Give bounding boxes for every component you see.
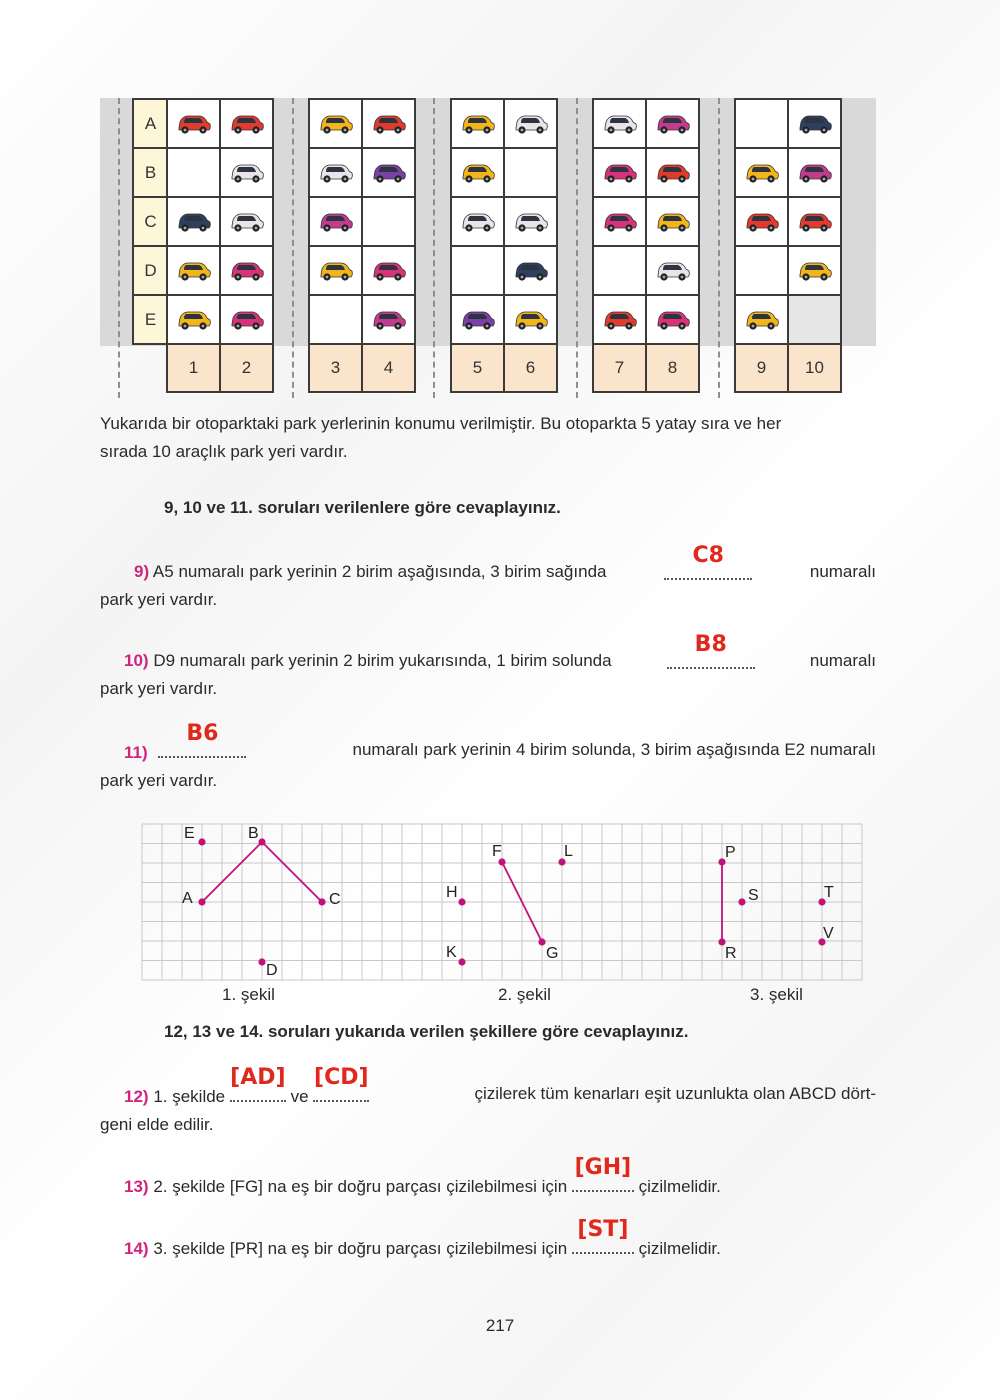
point-a	[198, 898, 205, 905]
row-labels	[132, 98, 169, 345]
car-icon	[735, 197, 788, 246]
answer-blank[interactable]	[158, 721, 246, 758]
question-text: park yeri vardır.	[100, 590, 218, 609]
label-s: S	[748, 887, 759, 904]
question-number: 13)	[124, 1177, 149, 1196]
answer-text: [CD]	[314, 1065, 369, 1090]
question-text: 2. şekilde [FG] na eş bir doğru parçası çizilebilmesi için	[153, 1177, 568, 1196]
point-g	[538, 938, 545, 945]
parking-block-9-10	[734, 98, 842, 394]
answer-text: B6	[186, 721, 219, 746]
caption-figure-3: 3. şekil	[750, 985, 803, 1004]
row-label-b: B	[133, 148, 168, 197]
car-icon	[593, 99, 646, 148]
answer-blank[interactable]	[313, 1065, 369, 1102]
grid-figures	[140, 822, 864, 984]
intro-line-2: sırada 10 araçlık park yeri vardır.	[100, 442, 348, 461]
label-v: V	[823, 925, 834, 942]
car-icon	[362, 246, 415, 295]
car-icon	[309, 148, 362, 197]
column-label: 9	[735, 344, 788, 392]
point-c	[318, 898, 325, 905]
car-icon	[735, 148, 788, 197]
question-text: çizilmelidir.	[638, 1239, 721, 1258]
column-label: 5	[451, 344, 504, 392]
car-icon	[167, 246, 220, 295]
car-icon	[309, 197, 362, 246]
question-text: park yeri vardır.	[100, 679, 218, 698]
question-number: 10)	[124, 651, 149, 670]
point-e	[198, 838, 205, 845]
answer-text: [AD]	[230, 1065, 286, 1090]
car-icon	[362, 295, 415, 344]
car-icon	[593, 197, 646, 246]
answer-blank[interactable]	[572, 1155, 634, 1192]
row-label-c: C	[133, 197, 168, 246]
question-10	[100, 632, 876, 703]
lane-divider	[292, 98, 294, 398]
car-icon	[735, 295, 788, 344]
car-icon	[646, 148, 699, 197]
label-b: B	[248, 825, 259, 842]
car-icon	[593, 295, 646, 344]
label-d: D	[266, 962, 278, 979]
column-label: 1	[167, 344, 220, 392]
column-label: 8	[646, 344, 699, 392]
car-icon	[167, 99, 220, 148]
question-text: 1. şekilde	[153, 1087, 226, 1106]
column-label: 6	[504, 344, 557, 392]
answer-blank[interactable]	[230, 1065, 286, 1102]
question-text: ve	[290, 1087, 309, 1106]
car-icon	[451, 295, 504, 344]
question-13	[100, 1155, 876, 1201]
question-11	[100, 721, 876, 795]
car-icon	[646, 99, 699, 148]
question-text: geni elde edilir.	[100, 1115, 214, 1134]
question-text: A5 numaralı park yerinin 2 birim aşağısında, 3 birim sağında	[152, 562, 607, 581]
heading-questions-12-14: 12, 13 ve 14. soruları yukarıda verilen şekillere göre cevaplayınız.	[164, 1022, 689, 1041]
car-icon	[646, 295, 699, 344]
question-text: çizilerek tüm kenarları eşit uzunlukta olan ABCD dört-	[474, 1084, 876, 1103]
car-icon	[362, 99, 415, 148]
car-icon	[788, 197, 841, 246]
question-text: 3. şekilde [PR] na eş bir doğru parçası çizilebilmesi için	[153, 1239, 568, 1258]
car-icon	[309, 99, 362, 148]
question-number: 9)	[134, 562, 150, 581]
point-h	[458, 898, 465, 905]
car-icon	[646, 246, 699, 295]
parking-block-1-2	[166, 98, 274, 394]
question-number: 12)	[124, 1087, 149, 1106]
column-label: 4	[362, 344, 415, 392]
question-12	[100, 1065, 876, 1139]
car-icon	[220, 197, 273, 246]
row-label-a: A	[133, 99, 168, 148]
car-icon	[788, 246, 841, 295]
lane-divider	[433, 98, 435, 398]
answer-text: [GH]	[574, 1155, 632, 1180]
label-r: R	[725, 945, 737, 962]
car-icon	[504, 246, 557, 295]
caption-figure-1: 1. şekil	[222, 985, 275, 1004]
label-k: K	[446, 944, 457, 961]
car-icon	[220, 246, 273, 295]
intro-line-1: Yukarıda bir otoparktaki park yerlerinin konumu verilmiştir. Bu otoparkta 5 yatay sıra ve her	[100, 414, 782, 433]
car-icon	[504, 197, 557, 246]
heading-questions-9-11: 9, 10 ve 11. soruları verilenlere göre cevaplayınız.	[164, 498, 561, 517]
question-14	[100, 1217, 876, 1263]
car-icon	[593, 148, 646, 197]
car-icon	[504, 295, 557, 344]
car-icon	[504, 99, 557, 148]
car-icon	[451, 148, 504, 197]
car-icon	[362, 148, 415, 197]
row-label-e: E	[133, 295, 168, 344]
parking-block-5-6	[450, 98, 558, 394]
car-icon	[451, 99, 504, 148]
intro-paragraph	[100, 410, 876, 466]
lane-divider	[576, 98, 578, 398]
label-t: T	[824, 884, 834, 901]
label-l: L	[564, 843, 573, 860]
question-number: 14)	[124, 1239, 149, 1258]
point-s	[738, 898, 745, 905]
answer-blank[interactable]	[664, 543, 752, 580]
question-text: çizilmelidir.	[638, 1177, 721, 1196]
parking-block-3-4	[308, 98, 416, 394]
car-icon	[309, 246, 362, 295]
label-a: A	[182, 890, 193, 907]
column-label: 2	[220, 344, 273, 392]
page-number: 217	[485, 1316, 515, 1335]
point-d	[258, 958, 265, 965]
column-label: 7	[593, 344, 646, 392]
answer-blank[interactable]	[667, 632, 755, 669]
car-icon	[646, 197, 699, 246]
parking-block-7-8	[592, 98, 700, 394]
column-label: 10	[788, 344, 841, 392]
question-text: D9 numaralı park yerinin 2 birim yukarısında, 1 birim solunda	[153, 651, 612, 670]
label-c: C	[329, 891, 341, 908]
lane-divider	[118, 98, 120, 398]
segment-ab	[202, 842, 262, 902]
answer-text: [ST]	[577, 1217, 629, 1242]
parking-lot-diagram	[100, 98, 876, 398]
question-9	[100, 543, 876, 614]
car-icon	[788, 148, 841, 197]
label-p: P	[725, 844, 736, 861]
car-icon	[451, 197, 504, 246]
car-icon	[788, 99, 841, 148]
question-text: numaralı park yerinin 4 birim solunda, 3 birim aşağısında E2 numaralı	[352, 740, 876, 759]
caption-figure-2: 2. şekil	[498, 985, 551, 1004]
car-icon	[167, 197, 220, 246]
car-icon	[220, 148, 273, 197]
answer-text: B8	[694, 632, 727, 657]
question-text: numaralı	[809, 562, 876, 581]
answer-blank[interactable]	[572, 1217, 634, 1254]
question-text: numaralı	[809, 651, 876, 670]
label-h: H	[446, 884, 458, 901]
lane-divider	[718, 98, 720, 398]
point-k	[458, 958, 465, 965]
segment-bc	[262, 842, 322, 902]
car-icon	[167, 295, 220, 344]
column-label: 3	[309, 344, 362, 392]
row-label-d: D	[133, 246, 168, 295]
label-f: F	[492, 843, 502, 860]
question-number: 11)	[124, 743, 148, 762]
label-e: E	[184, 825, 195, 842]
car-icon	[220, 99, 273, 148]
label-g: G	[546, 945, 559, 962]
point-b	[258, 838, 265, 845]
answer-text: C8	[692, 543, 724, 568]
question-text: park yeri vardır.	[100, 771, 218, 790]
car-icon	[220, 295, 273, 344]
